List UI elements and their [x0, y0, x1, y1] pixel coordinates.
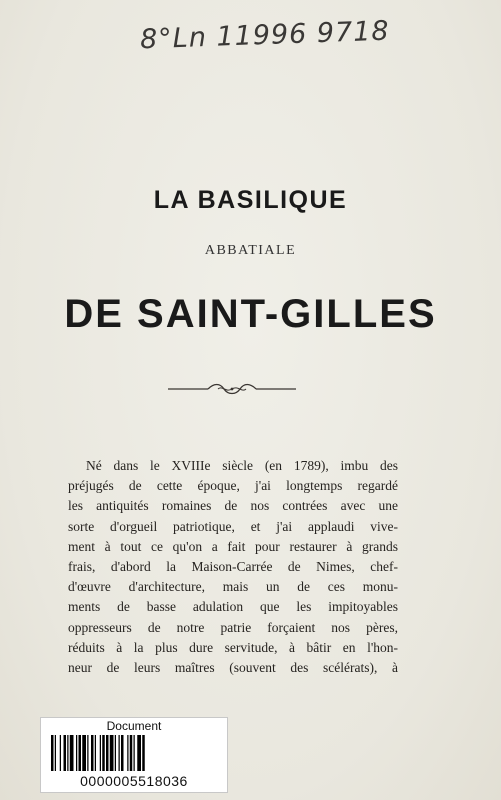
library-barcode-label	[40, 717, 228, 793]
barcode-bar	[119, 735, 120, 771]
barcode-bar	[82, 735, 86, 771]
barcode-bar	[95, 735, 96, 771]
paragraph-line: d'œuvre d'architecture, mais un de ces monu-	[68, 579, 398, 595]
paragraph-line: Né dans le XVIIIe siècle (en 1789), imbu des	[86, 458, 398, 473]
barcode-bar	[134, 735, 135, 771]
barcode-bar	[79, 735, 82, 771]
barcode-bar	[106, 735, 109, 771]
barcode-bar	[76, 735, 77, 771]
label-number: 0000005518036	[80, 773, 188, 789]
handwritten-shelfmark: 8°Ln 11996 9718	[139, 15, 391, 56]
label-title: Document	[106, 719, 162, 733]
barcode-bar	[121, 735, 124, 771]
paragraph-line: ment à tout ce qu'on a fait pour restaurer à grands	[68, 538, 398, 554]
title-line-3: DE SAINT-GILLES	[64, 292, 437, 336]
paragraph-line: frais, d'abord la Maison-Carrée de Nimes, chef-	[68, 559, 398, 575]
barcode-bar	[102, 735, 105, 771]
paragraph-line: préjugés de cette époque, j'ai longtemps regardé	[68, 478, 398, 494]
barcode-bar	[115, 735, 116, 771]
title-line-1: LA BASILIQUE	[153, 186, 348, 214]
barcode-bar	[55, 735, 56, 771]
paragraph-line: réduits à la plus dure servitude, à bâtir en l'hon-	[68, 639, 398, 655]
barcode-bar	[127, 735, 128, 771]
barcode-bar	[130, 735, 133, 771]
title-line-2: ABBATIALE	[204, 243, 297, 258]
barcode-bar	[91, 735, 94, 771]
barcode-bar	[142, 735, 145, 771]
paragraph-line: neur de leurs maîtres (souvent des scélérats), à	[68, 660, 398, 676]
barcode-bar	[100, 735, 101, 771]
barcode-icon	[49, 735, 219, 771]
paragraph-line: oppresseurs de notre patrie forçaient nos pères,	[68, 619, 398, 635]
barcode-bar	[110, 735, 114, 771]
ornament-icon	[168, 382, 296, 396]
paragraph-line: les antiquités romaines de nos contrées avec une	[68, 498, 398, 514]
barcode-bar	[87, 735, 88, 771]
body-paragraph	[68, 456, 398, 678]
barcode-bar	[51, 735, 54, 771]
paragraph-line: sorte d'orgueil patriotique, et j'ai applaudi vive-	[68, 518, 398, 534]
paragraph-line: ments de basse adulation que les impitoyables	[68, 599, 398, 615]
barcode-bar	[137, 735, 141, 771]
barcode-bar	[70, 735, 74, 771]
barcode-bar	[67, 735, 68, 771]
barcode-bar	[60, 735, 61, 771]
barcode-bar	[64, 735, 67, 771]
